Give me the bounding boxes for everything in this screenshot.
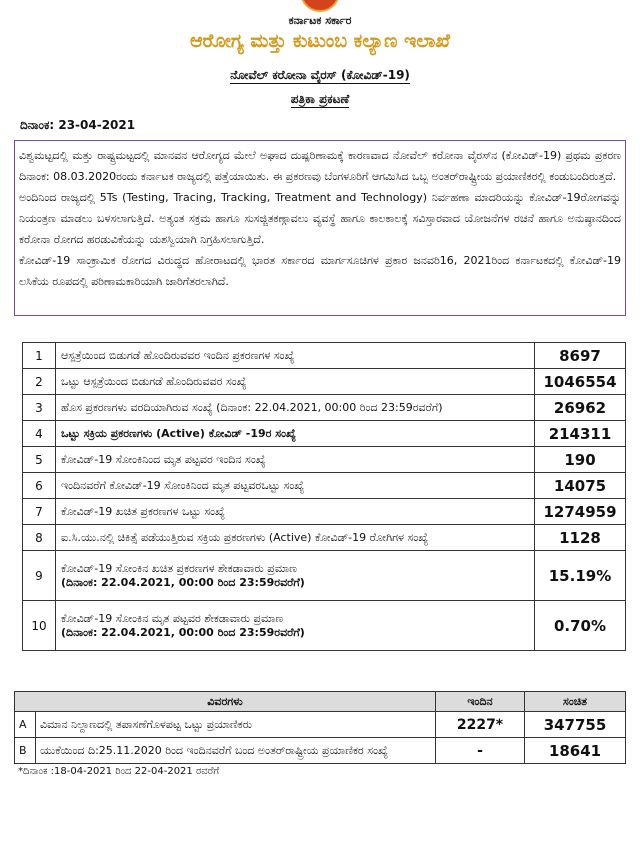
intro-paragraph-1: ವಿಶ್ವಮಟ್ಟದಲ್ಲಿ ಮತ್ತು ರಾಷ್ಟ್ರಮಟ್ಟದಲ್ಲಿ ಮಾನವನ ಆರೋಗ್ಯದ ಮೇಲೆ ಅಘಾದ ದುಷ್ಪರಿಣಾಮಕ್ಕೆ ಕಾರಣವಾದ ನೋವೆಲ್ ಕರೋನಾ ವೈರಸ್‍ನ (ಕೋವಿಡ್-19) ಪ್ರಥಮ ಪ್ರಕರಣ ದಿನಾಂಕ: 08.03.2020ರಂದು ಕರ್ನಾಟಕ ರಾಜ್ಯದಲ್ಲಿ ಪತ್ತೆಯಾಯಿತು. ಈ ಪ್ರಕರಣವು ಬೆಂಗಳೂರಿಗೆ ಆಗಮಿಸಿದ ಒಬ್ಬ ಅಂತರ್‌ರಾಷ್ಟ್ರೀಯ ಪ್ರಯಾಣಿಕರಲ್ಲಿ ಕಂಡುಬಂದಿರುತ್ತದೆ. (19, 149, 621, 183)
karnataka-emblem (300, 0, 340, 12)
table-row (23, 499, 626, 525)
intro-box (14, 140, 626, 316)
subject-heading: ನೋವೆಲ್ ಕರೋನಾ ವೈರಸ್ (ಕೋವಿಡ್-19) (230, 68, 410, 82)
row-value: 8697 (535, 343, 626, 369)
row-value: 1274959 (535, 499, 626, 525)
table-row (15, 738, 626, 764)
table-row (23, 369, 626, 395)
footnote: *ದಿನಾಂಕ :18-04-2021 ರಿಂದ 22-04-2021 ರವರೆಗೆ (18, 766, 220, 777)
row-value: 190 (535, 447, 626, 473)
row-label: ಆಸ್ಪತ್ರೆಯಿಂದ ಬಿಡುಗಡೆ ಹೊಂದಿರುವವರ ಇಂದಿನ ಪ್ರಕರಣಗಳ ಸಂಖ್ಯೆ (56, 343, 535, 369)
row-number: 4 (23, 421, 56, 447)
col-header-today: ಇಂದಿನ (436, 692, 525, 712)
table-row (15, 712, 626, 738)
table-row (23, 447, 626, 473)
row-label (56, 601, 535, 651)
row-value: 15.19% (535, 551, 626, 601)
row-number: 7 (23, 499, 56, 525)
row-label-line-2: (ದಿನಾಂಕ: 22.04.2021, 00:00 ರಿಂದ 23:59ರವರೆಗೆ) (61, 575, 305, 589)
row-label: ಒಟ್ಟು ಆಸ್ಪತ್ರೆಯಿಂದ ಬಿಡುಗಡೆ ಹೊಂದಿರುವವರ ಸಂಖ್ಯೆ (56, 369, 535, 395)
row-label: ಐ.ಸಿ.ಯು.ನಲ್ಲಿ ಚಿಕಿತ್ಸೆ ಪಡೆಯುತ್ತಿರುವ ಸಕ್ರಿಯ ಪ್ರಕರಣಗಳು (Active) ಕೋವಿಡ್-19 ರೋಗಿಗಳ ಸಂಖ್ಯೆ (56, 525, 535, 551)
release-date: ದಿನಾಂಕ: 23-04-2021 (20, 118, 136, 132)
row-number: 1 (23, 343, 56, 369)
row-number: 9 (23, 551, 56, 601)
row-number: 2 (23, 369, 56, 395)
row-value: 1128 (535, 525, 626, 551)
press-release-heading: ಪತ್ರಿಕಾ ಪ್ರಕಟಣೆ (290, 92, 350, 106)
table-row (23, 551, 626, 601)
row-label: ಕೋವಿಡ್-19 ಸೋಂಕಿನಿಂದ ಮೃತ ಪಟ್ಟವರ ಇಂದಿನ ಸಂಖ್ಯೆ (56, 447, 535, 473)
row-label-line-2: (ದಿನಾಂಕ: 22.04.2021, 00:00 ರಿಂದ 23:59ರವರೆಗೆ) (61, 625, 305, 639)
row-value: 0.70% (535, 601, 626, 651)
table-row (23, 343, 626, 369)
row-value: 26962 (535, 395, 626, 421)
row-label: ಒಟ್ಟು ಸಕ್ರಿಯ ಪ್ರಕರಣಗಳು (Active) ಕೋವಿಡ್ -19ರ ಸಂಖ್ಯೆ (56, 421, 535, 447)
row-number: 3 (23, 395, 56, 421)
col-header-details: ವಿವರಗಳು (15, 692, 436, 712)
row-number: 10 (23, 601, 56, 651)
row-label: ಇಂದಿನವರೆಗೆ ಕೋವಿಡ್-19 ಸೋಂಕಿನಿಂದ ಮೃತ ಪಟ್ಟವರಒಟ್ಟು ಸಂಖ್ಯೆ (56, 473, 535, 499)
row-label-line-1: ಕೋವಿಡ್-19 ಸೋಂಕಿನ ಖಚಿತ ಪ್ರಕರಣಗಳ ಶೇಕಡಾವಾರು ಪ್ರಮಾಣ (61, 561, 297, 575)
government-name: ಕರ್ನಾಟಕ ಸರ್ಕಾರ (288, 14, 352, 27)
row-label: ವಿಮಾನ ನಿಲ್ದಾಣದಲ್ಲಿ ತಪಾಸಣೆಗೊಳಪಟ್ಟ ಒಟ್ಟು ಪ್ರಯಾಣಿಕರು (36, 712, 436, 738)
row-label: ಕೋವಿಡ್-19 ಖಚಿತ ಪ್ರಕರಣಗಳ ಒಟ್ಟು ಸಂಖ್ಯೆ (56, 499, 535, 525)
row-number: 8 (23, 525, 56, 551)
department-title: ಆರೋಗ್ಯ ಮತ್ತು ಕುಟುಂಬ ಕಲ್ಯಾಣ ಇಲಾಖೆ (189, 30, 451, 52)
row-label: ಯುಕೆಯಿಂದ ದಿ:25.11.2020 ರಿಂದ ಇಂದಿನವರೆಗೆ ಬಂದ ಅಂತರ್‌ರಾಷ್ಟ್ರೀಯ ಪ್ರಯಾಣಿಕರ ಸಂಖ್ಯೆ (36, 738, 436, 764)
row-today: - (436, 738, 525, 764)
table-row (23, 525, 626, 551)
row-label-line-1: ಕೋವಿಡ್-19 ಸೋಂಕಿನ ಮೃತ ಪಟ್ಟವರ ಶೇಕಡಾವಾರು ಪ್ರಮಾಣ (61, 611, 284, 625)
intro-paragraph-3: ಕೋವಿಡ್-19 ಸಾಂಕ್ರಾಮಿಕ ರೋಗದ ವಿರುದ್ಧದ ಹೋರಾಟದಲ್ಲಿ ಭಾರತ ಸರ್ಕಾರದ ಮಾರ್ಗಸೂಚಿಗಳ ಪ್ರಕಾರ ಜನವರಿ16, 2021ರಿಂದ ಕರ್ನಾಟಕದಲ್ಲಿ ಕೋವಿಡ್-19 ಲಸಿಕೆಯ ರೂಪದಲ್ಲಿ ಪರಿಣಾಮಕಾರಿಯಾಗಿ ಜಾರಿಗೆತರಲಾಗಿದೆ. (19, 254, 621, 288)
row-code: A (15, 712, 36, 738)
row-value: 214311 (535, 421, 626, 447)
row-cumulative: 18641 (525, 738, 626, 764)
row-number: 5 (23, 447, 56, 473)
row-value: 14075 (535, 473, 626, 499)
table-row (23, 601, 626, 651)
row-label: ಹೊಸ ಪ್ರಕರಣಗಳು ವರದಿಯಾಗಿರುವ ಸಂಖ್ಯೆ (ದಿನಾಂಕ: 22.04.2021, 00:00 ರಿಂದ 23:59ರವರೆಗೆ) (56, 395, 535, 421)
intro-paragraph-2: ಅಂದಿನಿಂದ ರಾಜ್ಯದಲ್ಲಿ 5Ts (Testing, Tracing, Tracking, Treatment and Technology) ನಿರ್ವಹಣಾ ಮಾದರಿಯನ್ನು ಕೋವಿಡ್-19ರೋಗವನ್ನು ನಿಯಂತ್ರಣ ಮಾಡಲು ಬಳಸಲಾಗುತ್ತಿದೆ. ಅತ್ಯಂತ ಸಕ್ರಮ ಹಾಗೂ ಸುಸಜ್ಜಿತಕಣ್ಗಾವಲು ವ್ಯವಸ್ಥೆ ಹಾಗೂ ಕಾಲಕಾಲಕ್ಕೆ ಸವಿಸ್ತಾರವಾದ ಯೋಜನೆಗಳ ರಚನೆ ಹಾಗೂ ಅನುಷ್ಠಾನದಿಂದ ಕರೋನಾ ರೋಗದ ಹರಡುವಿಕೆಯನ್ನು ಯಶಸ್ವಿಯಾಗಿ ನಿಗ್ರಹಿಸಲಾಗುತ್ತಿದೆ. (19, 191, 621, 246)
row-cumulative: 347755 (525, 712, 626, 738)
row-number: 6 (23, 473, 56, 499)
table-row (23, 473, 626, 499)
table-row (23, 395, 626, 421)
covid-stats-table (22, 342, 626, 651)
col-header-cumulative: ಸಂಚಿತ (525, 692, 626, 712)
travellers-table (14, 691, 626, 764)
row-today: 2227* (436, 712, 525, 738)
row-code: B (15, 738, 36, 764)
row-label (56, 551, 535, 601)
row-value: 1046554 (535, 369, 626, 395)
table-row (23, 421, 626, 447)
